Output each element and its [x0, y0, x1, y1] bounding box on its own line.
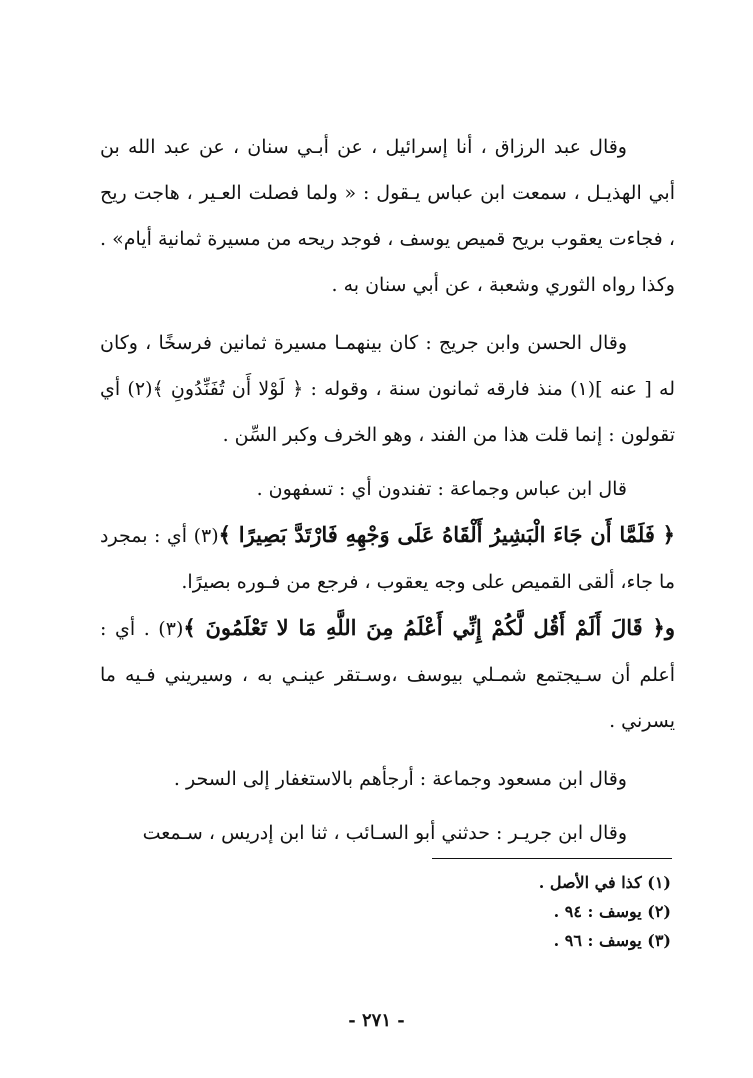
paragraph-ibn-abbas: قال ابن عباس وجماعة : تفندون أي : تسفهون . — [256, 478, 627, 500]
verse-basir-tail: (٣) أي : بمجرد — [100, 525, 219, 547]
quran-verse-basir: ﴿ فَلَمَّا أَن جَاءَ الْبَشِيرُ أَلْقَاهُ عَلَى وَجْهِهِ فَارْتَدَّ بَصِيرًا ﴾ — [218, 522, 675, 547]
quran-verse-alam: ﴿ قَالَ أَلَمْ أَقُل لَّكُمْ إِنِّي أَعْلَمُ مِنَ اللَّهِ مَا لا تَعْلَمُونَ ﴾ — [183, 615, 665, 640]
footnote-separator — [432, 858, 672, 859]
paragraph-verse-basir — [100, 512, 675, 605]
footnote-1: (١) كذا في الأصل . — [538, 873, 671, 892]
verse-alam-tail: (٣) . أي : — [100, 618, 184, 640]
footnote-3: (٣) يوسف : ٩٦ . — [553, 931, 671, 950]
verse-alam-explanation: أعلم أن سـيجتمع شمـلي بيوسف ،وسـتقر عينـي به ، وسيريني فـيه ما يسرني . — [100, 664, 675, 732]
paragraph-hasan: وقال الحسن وابن جريج : كان بينهمـا مسيرة ثمانين فرسخًا ، وكان له [ عنه ](١) منذ فارقه ثمانون سنة ، وقوله : ﴿ لَوْلا أَن تُفَنِّدُونِ ﴾(٢) أي تقولون : إنما قلت هذا من الفند ، وهو الخرف وكبر السِّن . — [100, 332, 676, 446]
paragraph-ibn-masud: وقال ابن مسعود وجماعة : أرجأهم بالاستغفار إلى السحر . — [173, 768, 627, 790]
paragraph-ibn-jarir: وقال ابن جريـر : حدثني أبو السـائب ، ثنا ابن إدريس ، سـمعت — [142, 822, 627, 844]
paragraph-verse-alam — [100, 605, 675, 744]
main-text — [100, 124, 675, 856]
footnotes — [371, 868, 671, 955]
verse-alam-lead: و — [664, 615, 675, 640]
footnote-2: (٢) يوسف : ٩٤ . — [553, 902, 671, 921]
verse-basir-explanation: ما جاء، ألقى القميص على وجه يعقوب ، فرجع من فـوره بصيرًا. — [181, 571, 675, 593]
paragraph-abdurrazzaq: وقال عبد الرزاق ، أنا إسرائيل ، عن أبـي سنان ، عن عبد الله بن أبي الهذيـل ، سمعت ابن عباس يـقول : « ولما فصلت العـير ، هاجت ريح ، فجاءت يعقوب بريح قميص يوسف ، فوجد ريحه من مسيرة ثمانية أيام» . وكذا رواه الثوري وشعبة ، عن أبي سنان به . — [100, 136, 675, 296]
page-number: - ٢٧١ - — [348, 1010, 405, 1031]
